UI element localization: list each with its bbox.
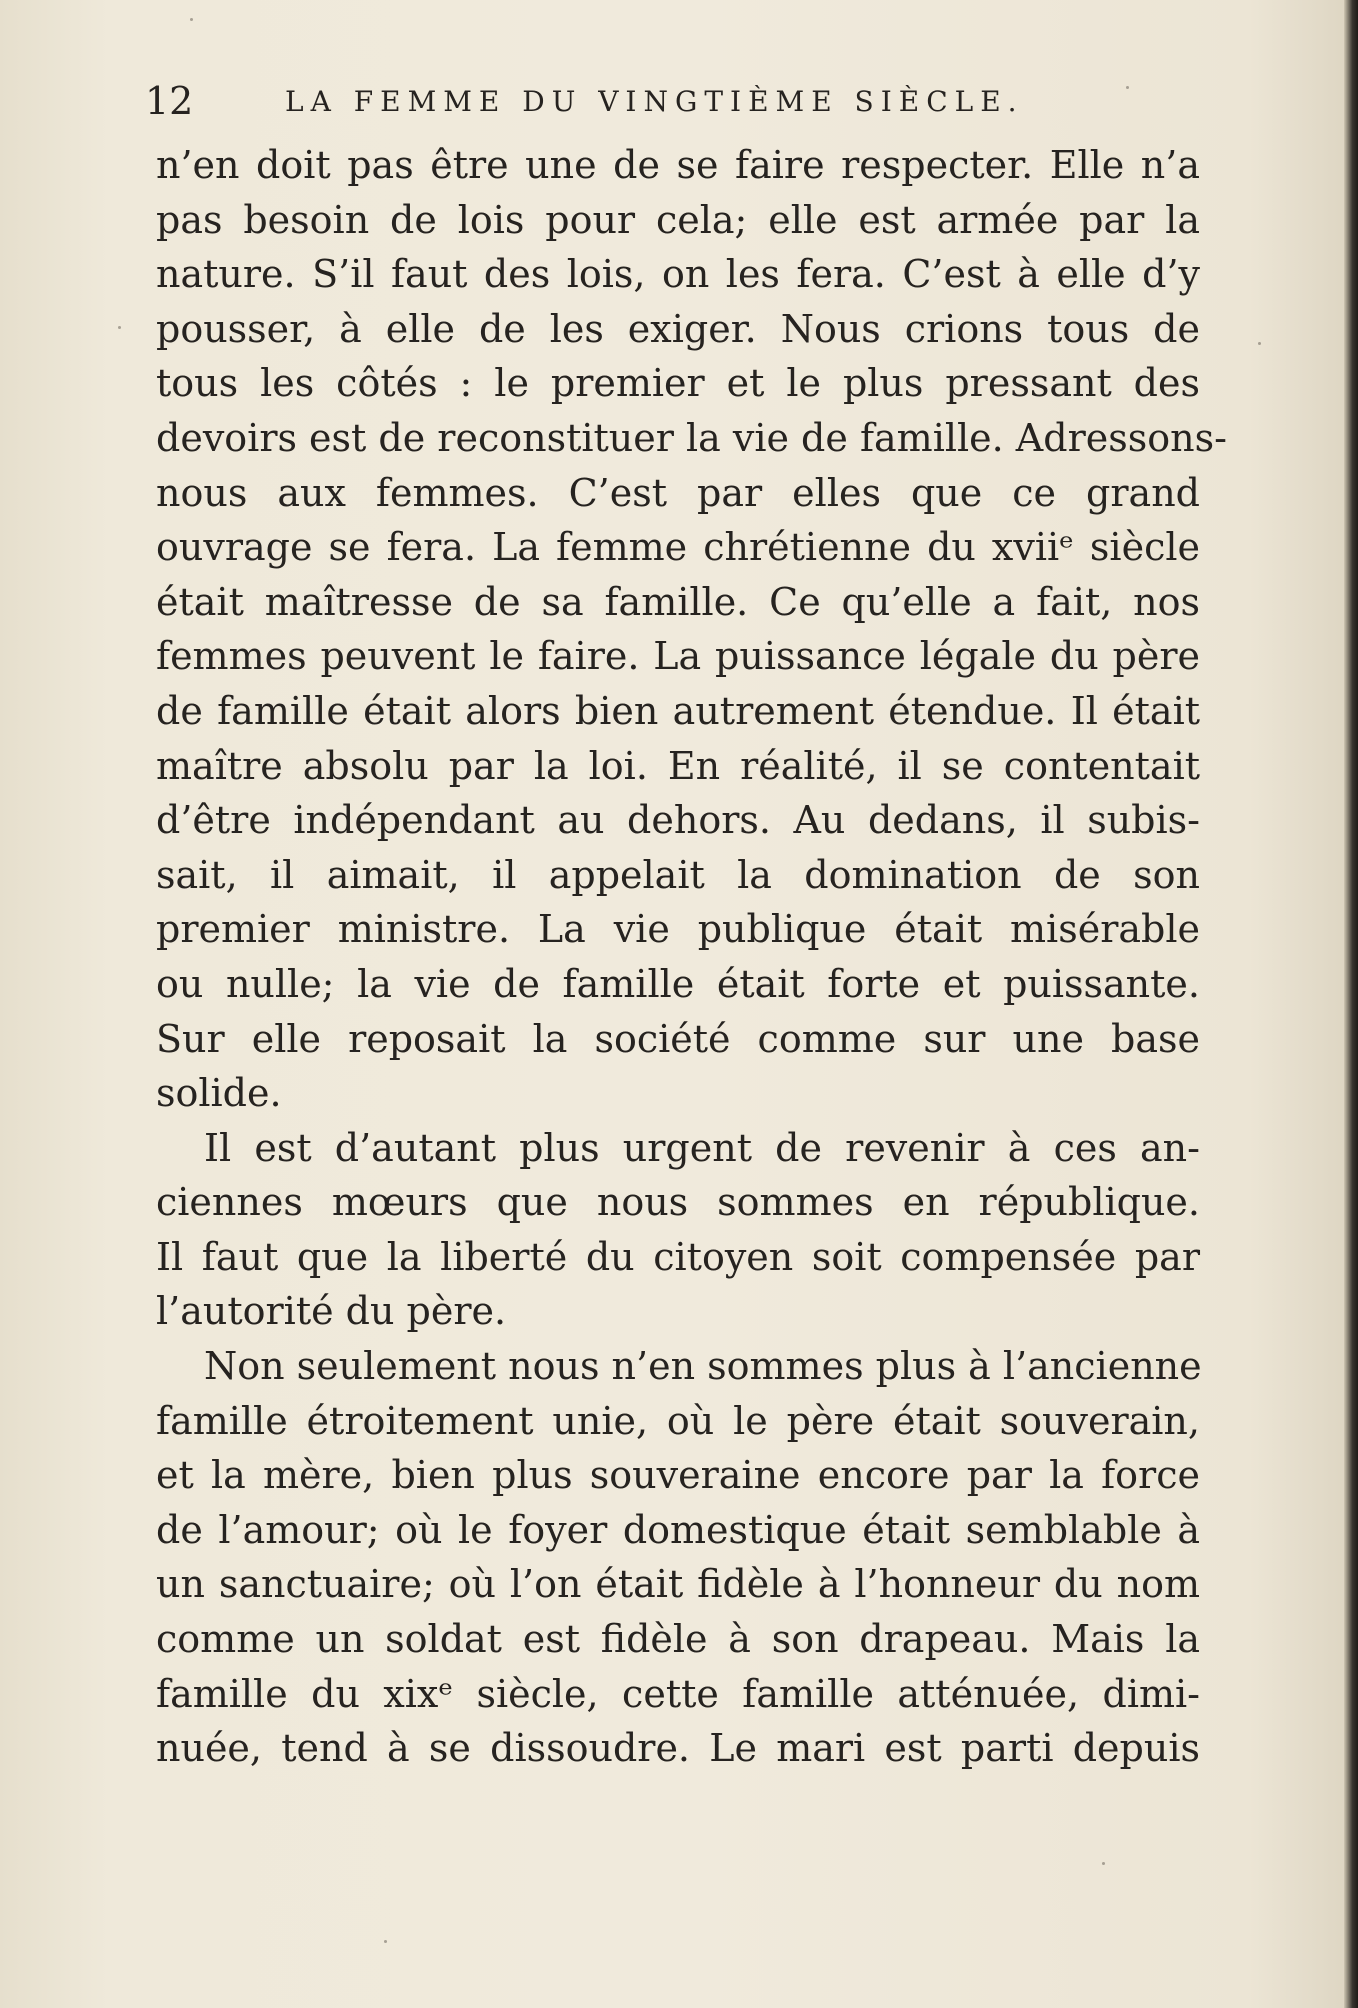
text-line: tous les côtés : le premier et le plus pressant des — [156, 361, 1200, 406]
text-line: premier ministre. La vie publique était misérable — [156, 907, 1200, 952]
text-line: comme un soldat est fidèle à son drapeau. Mais la — [156, 1617, 1200, 1662]
text-line: maître absolu par la loi. En réalité, il se contentait — [156, 743, 1200, 788]
paper-speck — [1126, 86, 1129, 89]
text-line: sait, il aimait, il appelait la domination de son — [156, 852, 1200, 897]
text-line: famille étroitement unie, où le père était souverain, — [156, 1398, 1200, 1443]
text-line: et la mère, bien plus souveraine encore par la force — [156, 1453, 1200, 1498]
paper-speck — [1258, 342, 1261, 345]
text-line: ciennes mœurs que nous sommes en république. — [156, 1180, 1200, 1225]
text-line: famille du xixᵉ siècle, cette famille atténuée, dimi- — [156, 1671, 1200, 1716]
paragraph-2 — [156, 1121, 1200, 1339]
paper-speck — [384, 1940, 387, 1943]
text-line: Non seulement nous n’en sommes plus à l’ancienne — [204, 1344, 1202, 1389]
text-line: ouvrage se fera. La femme chrétienne du xviiᵉ siècle — [156, 525, 1200, 570]
text-line: nuée, tend à se dissoudre. Le mari est parti depuis — [156, 1726, 1200, 1771]
text-line: de famille était alors bien autrement étendue. Il était — [156, 688, 1200, 733]
paper-speck — [1102, 1862, 1105, 1865]
text-line: devoirs est de reconstituer la vie de famille. Adressons- — [156, 415, 1227, 460]
text-line: femmes peuvent le faire. La puissance légale du père — [156, 634, 1200, 679]
text-line: nous aux femmes. C’est par elles que ce grand — [156, 470, 1200, 515]
text-line: pas besoin de lois pour cela; elle est armée par la — [156, 197, 1200, 242]
body-text — [156, 138, 1227, 1776]
text-line: pousser, à elle de les exiger. Nous crions tous de — [156, 306, 1200, 351]
text-line: Il faut que la liberté du citoyen soit compensée par — [156, 1234, 1200, 1279]
text-line: d’être indépendant au dehors. Au dedans, il subis- — [156, 798, 1200, 843]
text-line: solide. — [156, 1071, 282, 1116]
running-title: LA FEMME DU VINGTIÈME SIÈCLE. — [285, 85, 1024, 118]
paragraph-3 — [156, 1339, 1200, 1776]
text-line: l’autorité du père. — [156, 1289, 507, 1334]
text-line: était maîtresse de sa famille. Ce qu’elle a fait, nos — [156, 579, 1200, 624]
text-line: nature. S’il faut des lois, on les fera. C’est à elle d’y — [156, 252, 1200, 297]
paragraph-1 — [156, 138, 1227, 1121]
page-edge — [1344, 0, 1358, 2008]
running-head — [145, 76, 1195, 126]
text-line: ou nulle; la vie de famille était forte et puissante. — [156, 961, 1200, 1006]
page-number: 12 — [145, 79, 194, 123]
paper-speck — [190, 18, 193, 21]
text-line: Il est d’autant plus urgent de revenir à ces an- — [204, 1125, 1200, 1170]
text-line: n’en doit pas être une de se faire respecter. Elle n’a — [156, 143, 1200, 187]
text-line: un sanctuaire; où l’on était fidèle à l’honneur du nom — [156, 1562, 1200, 1607]
text-line: Sur elle reposait la société comme sur une base — [156, 1016, 1200, 1061]
text-line: de l’amour; où le foyer domestique était semblable à — [156, 1507, 1200, 1552]
paper-speck — [118, 326, 121, 329]
